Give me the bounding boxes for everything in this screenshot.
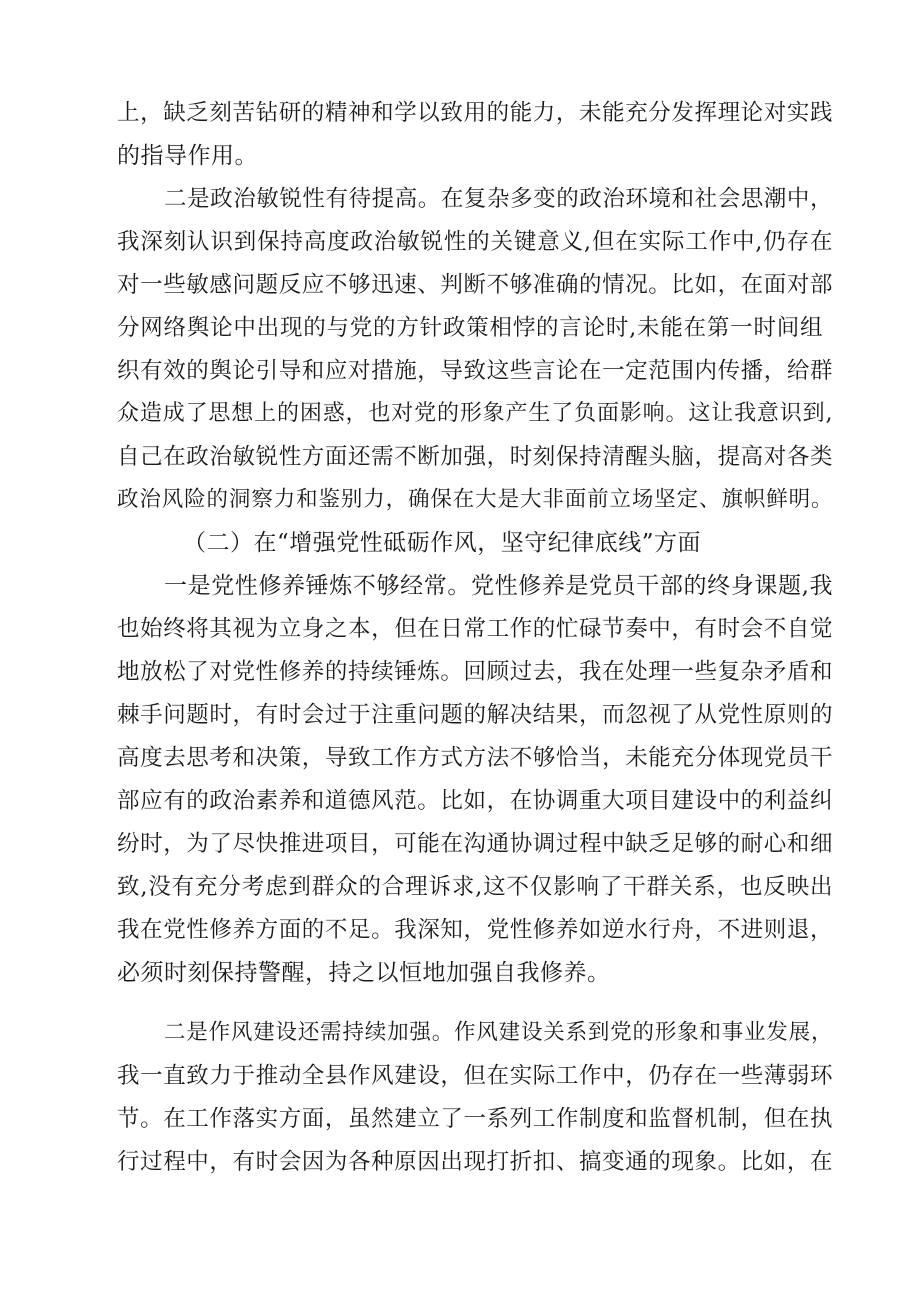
- text-line: 众造成了思想上的困惑，也对党的形象产生了负面影响。这让我意识到,: [117, 401, 833, 426]
- text-line: 也始终将其视为立身之本，但在日常工作的忙碌节奏中，有时会不自觉: [117, 616, 833, 642]
- paragraph-start-line: 一是党性修养锤炼不够经常。党性修养是党员干部的终身课题,我: [164, 573, 833, 599]
- text-line: 致,没有充分考虑到群众的合理诉求,这不仅影响了干群关系，也反映出: [117, 874, 833, 900]
- text-line: 分网络舆论中出现的与党的方针政策相悖的言论时,未能在第一时间组: [117, 315, 823, 341]
- text-line: 高度去思考和决策，导致工作方式方法不够恰当，未能充分体现党员干: [117, 745, 833, 771]
- paragraph-start-line: 二是作风建设还需持续加强。作风建设关系到党的形象和事业发展，: [164, 1020, 833, 1045]
- text-line: 上，缺乏刻苦钻研的精神和学以致用的能力，未能充分发挥理论对实践: [117, 100, 833, 126]
- text-line: 的指导作用。: [117, 143, 258, 169]
- text-line: 部应有的政治素养和道德风范。比如，在协调重大项目建设中的利益纠: [117, 788, 833, 814]
- text-line: 政治风险的洞察力和鉴别力，确保在大是大非面前立场坚定、旗帜鲜明。: [117, 487, 833, 512]
- text-line: 织有效的舆论引导和应对措施，导致这些言论在一定范围内传播，给群: [117, 358, 833, 384]
- text-line: 纷时，为了尽快推进项目，可能在沟通协调过程中缺乏足够的耐心和细: [117, 831, 833, 857]
- text-line: 必须时刻保持警醒，持之以恒地加强自我修养。: [117, 960, 611, 986]
- text-line: 对一些敏感问题反应不够迅速、判断不够准确的情况。比如，在面对部: [117, 272, 833, 298]
- text-line: 行过程中，有时会因为各种原因出现打折扣、搞变通的现象。比如，在: [117, 1149, 833, 1175]
- text-line: 我深刻认识到保持高度政治敏锐性的关键意义,但在实际工作中,仍存在: [117, 229, 833, 255]
- section-heading: （二）在“增强党性砥砺作风，坚守纪律底线”方面: [183, 530, 702, 556]
- text-line: 我在党性修养方面的不足。我深知，党性修养如逆水行舟，不进则退，: [117, 917, 833, 943]
- text-line: 地放松了对党性修养的持续锤炼。回顾过去，我在处理一些复杂矛盾和: [117, 659, 833, 685]
- paragraph-start-line: 二是政治敏锐性有待提高。在复杂多变的政治环境和社会思潮中，: [164, 186, 833, 212]
- text-line: 我一直致力于推动全县作风建设，但在实际工作中，仍存在一些薄弱环: [117, 1063, 833, 1089]
- text-line: 节。在工作落实方面，虽然建立了一系列工作制度和监督机制，但在执: [117, 1106, 833, 1132]
- text-line: 自己在政治敏锐性方面还需不断加强，时刻保持清醒头脑，提高对各类: [117, 444, 833, 470]
- text-line: 棘手问题时，有时会过于注重问题的解决结果，而忽视了从党性原则的: [117, 702, 833, 728]
